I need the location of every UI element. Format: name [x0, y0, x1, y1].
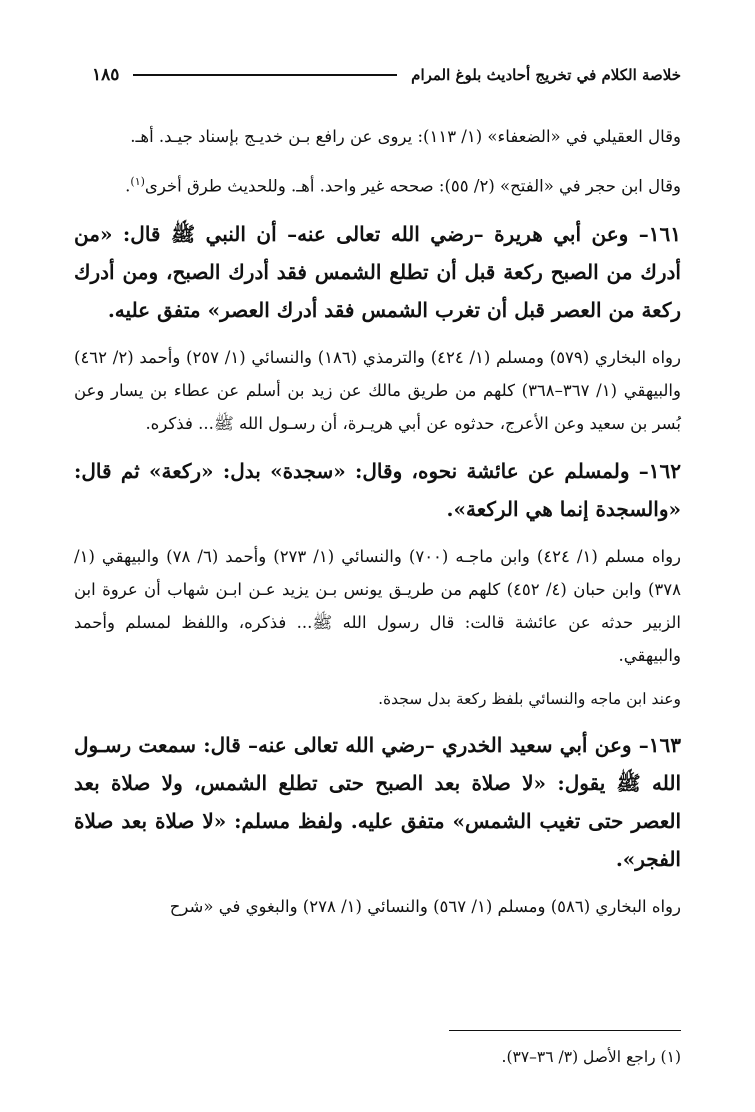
page-header	[92, 58, 681, 92]
paragraph-ibn-hajar-text: وقال ابن حجر في «الفتح» (٢/ ٥٥): صححه غير واحد. أهـ. وللحديث طرق أخرى	[144, 176, 681, 196]
page-body	[74, 120, 681, 935]
paragraph-ibn-hajar-end: .	[125, 176, 131, 196]
takhrij-162: رواه مسلم (١/ ٤٢٤) وابن ماجـه (٧٠٠) والنسائي (١/ ٢٧٣) وأحمد (٦/ ٧٨) والبيهقي (١/ ٣٧٨) وابن حبان (٤/ ٤٥٢) كلهم من طريـق يونس بـن يزيد عـن ابـن شهاب أن عروة ابن الزبير حدثه عن عائشة قالت: قال رسول الله ﷺ... فذكره، واللفظ لمسلم وأحمد والبيهقي.	[74, 546, 682, 665]
hadith-162: ١٦٢– ولمسلم عن عائشة نحوه، وقال: «سجدة» بدل: «ركعة» ثم قال: «والسجدة إنما هي الركعة».	[74, 458, 681, 521]
hadith-163: ١٦٣– وعن أبي سعيد الخدري –رضي الله تعالى عنه– قال: سمعت رسـول الله ﷺ يقول: «لا صلاة بعد الصبح حتى تطلع الشمس، ولا صلاة بعد العصر حتى تغيب الشمس» متفق عليه. ولفظ مسلم: «لا صلاة بعد صلاة الفجر».	[74, 732, 681, 871]
takhrij-161: رواه البخاري (٥٧٩) ومسلم (١/ ٤٢٤) والترمذي (١٨٦) والنسائي (١/ ٢٥٧) وأحمد (٢/ ٤٦٢) والبيهقي (١/ ٣٦٧–٣٦٨) كلهم من طريق مالك عن زيد بن أسلم عن عطاء بن يسار وعن بُسر بن سعيد وعن الأعرج، حدثوه عن أبي هريـرة، أن رسـول الله ﷺ... فذكره.	[74, 347, 681, 433]
footnote: (١) راجع الأصل (٣/ ٣٦–٣٧).	[501, 1048, 681, 1066]
page-number: ١٨٥	[92, 65, 120, 85]
hadith-161: ١٦١– وعن أبي هريرة –رضي الله تعالى عنه– أن النبي ﷺ قال: «من أدرك من الصبح ركعة قبل أن تطلع الشمس فقد أدرك الصبح، ومن أدرك ركعة من العصر قبل أن تغرب الشمس فقد أدرك العصر» متفق عليه.	[74, 221, 681, 322]
note-162: وعند ابن ماجه والنسائي بلفظ ركعة بدل سجدة.	[378, 689, 681, 708]
footnote-rule	[449, 1030, 681, 1031]
running-title: خلاصة الكلام في تخريج أحاديث بلوغ المرام	[411, 66, 681, 84]
paragraph-uqayli: وقال العقيلي في «الضعفاء» (١/ ١١٣): يروى عن رافع بـن خديـج بإسناد جيـد. أهـ.	[130, 127, 681, 146]
paragraph-ibn-hajar	[74, 165, 681, 203]
footnote-marker: (١)	[130, 175, 145, 188]
takhrij-163: رواه البخاري (٥٨٦) ومسلم (١/ ٥٦٧) والنسائي (١/ ٢٧٨) والبغوي في «شرح	[169, 896, 681, 916]
header-rule	[133, 74, 397, 76]
